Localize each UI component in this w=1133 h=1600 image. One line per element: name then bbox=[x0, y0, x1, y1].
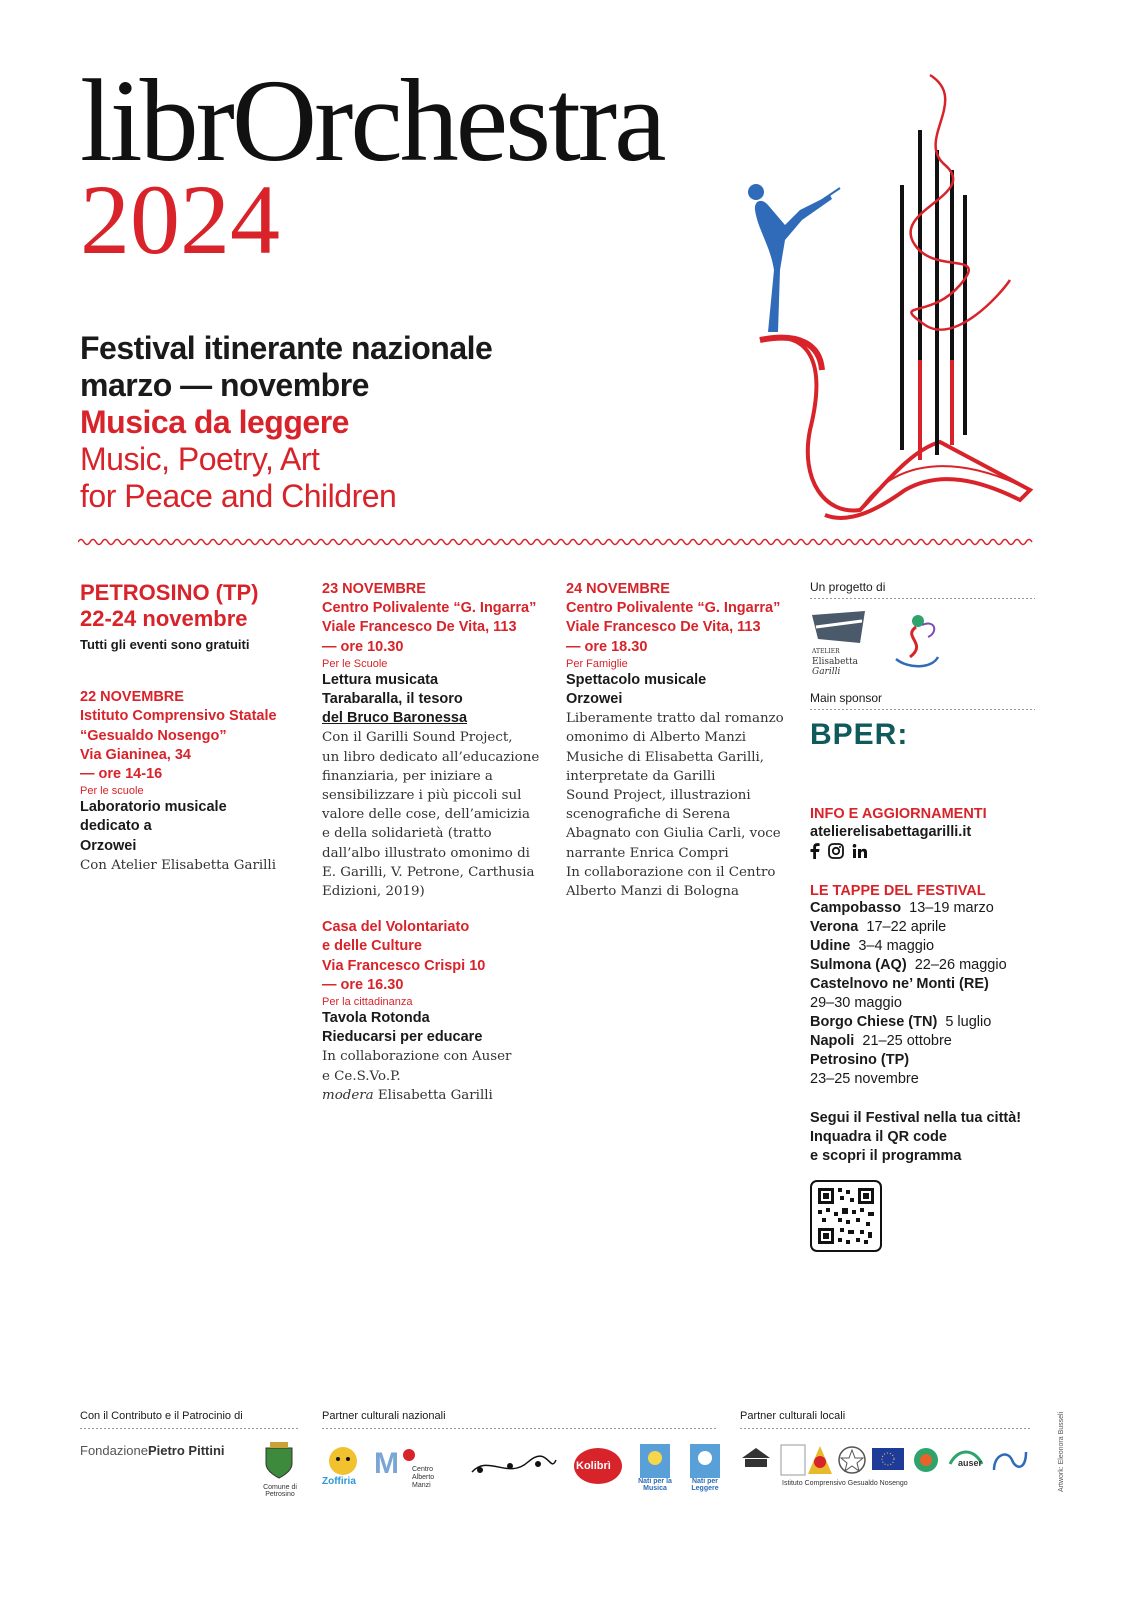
event-24-text-9: In collaborazione con il Centro bbox=[566, 864, 776, 880]
atelier-logo-line-2: Elisabetta bbox=[812, 657, 858, 667]
event-23-text-8: E. Garilli, V. Petrone, Carthusia bbox=[322, 864, 535, 880]
footer-rule-3 bbox=[740, 1428, 1030, 1429]
free-events-note: Tutti gli eventi sono gratuiti bbox=[80, 637, 250, 652]
qr-code[interactable] bbox=[810, 1180, 882, 1252]
comune-label: Comune di Petrosino bbox=[263, 1484, 297, 1498]
atelier-logo-text bbox=[812, 647, 858, 677]
project-rule bbox=[810, 598, 1035, 599]
conductor-figure bbox=[755, 195, 832, 332]
website-link[interactable]: atelierelisabettagarilli.it bbox=[810, 824, 972, 840]
music-swirl bbox=[911, 75, 1010, 330]
footer-label-patronage: Con il Contributo e il Patrocinio di bbox=[80, 1410, 243, 1422]
stage-item bbox=[810, 1070, 1035, 1089]
festival-year: 2024 bbox=[80, 164, 280, 275]
subtitle-block bbox=[80, 330, 492, 515]
atelier-logo-line-3: Garilli bbox=[812, 667, 841, 677]
dancer-logo-icon bbox=[888, 609, 944, 671]
right-column bbox=[566, 580, 801, 901]
event-23b-place-1: Casa del Volontariato bbox=[322, 919, 470, 936]
info-heading: INFO E AGGIORNAMENTI bbox=[810, 806, 987, 822]
fondazione-pittini-logo bbox=[80, 1443, 225, 1458]
event-24-date: 24 NOVEMBRE bbox=[566, 581, 670, 597]
event-24-text-1: Liberamente tratto dal romanzo bbox=[566, 711, 784, 727]
side-column bbox=[810, 580, 1035, 1257]
event-23-title-3: del Bruco Baronessa bbox=[322, 710, 468, 727]
regione-crest-icon bbox=[780, 1444, 806, 1476]
event-24-time: — ore 18.30 bbox=[566, 638, 648, 655]
stage-date: 21–25 ottobre bbox=[862, 1033, 952, 1049]
subtitle-line-1: Festival itinerante nazionale bbox=[80, 330, 493, 366]
manzi-label: Centro Alberto Manzi bbox=[412, 1466, 435, 1489]
stage-list bbox=[810, 899, 1035, 1089]
event-24-audience: Per Famiglie bbox=[566, 657, 628, 670]
stage-date: 23–25 novembre bbox=[810, 1071, 919, 1087]
nati-musica-label: Nati per la Musica bbox=[638, 1478, 672, 1492]
event-24-text-7: Abagnato con Giulia Carli, voce bbox=[566, 826, 781, 842]
event-23-text-2: un libro dedicato all’educazione bbox=[322, 749, 540, 765]
event-23b-text-1: In collaborazione con Auser bbox=[322, 1049, 512, 1065]
artwork-credit: Artwork: Eleonora Busseli bbox=[1058, 1411, 1065, 1492]
event-23-text-3: finanziaria, per iniziare a bbox=[322, 768, 493, 784]
footer-rule-2 bbox=[322, 1428, 718, 1429]
linkedin-icon[interactable] bbox=[852, 843, 868, 859]
stage-item bbox=[810, 899, 1035, 918]
comune-crest-icon bbox=[262, 1440, 296, 1480]
sicilia-logo bbox=[806, 1444, 834, 1476]
fondazione-label: Fondazione bbox=[80, 1443, 148, 1458]
event-23b-text-3 bbox=[322, 1086, 557, 1105]
stage-item bbox=[810, 1051, 1035, 1070]
stage-city: Sulmona (AQ) bbox=[810, 957, 907, 973]
event-24-text-10: Alberto Manzi di Bologna bbox=[566, 884, 739, 900]
conductor-baton bbox=[800, 188, 840, 215]
unesco-logo bbox=[740, 1446, 772, 1472]
event-22-time: — ore 14-16 bbox=[80, 766, 163, 783]
manzi-logo-mark: M bbox=[374, 1447, 399, 1480]
qr-caption-3: e scopri il programma bbox=[810, 1148, 962, 1164]
event-22-title-3: Orzowei bbox=[80, 837, 137, 854]
stage-date: 3–4 maggio bbox=[858, 938, 935, 954]
footer-label-local: Partner culturali locali bbox=[740, 1410, 846, 1422]
nati-leggere-label: Nati per Leggere bbox=[691, 1478, 719, 1492]
moderator-label: modera bbox=[322, 1087, 374, 1103]
atelier-logo-line-1: ATELIER bbox=[812, 648, 840, 655]
event-24-text-4: interpretate da Garilli bbox=[566, 768, 716, 784]
project-logos bbox=[810, 609, 1035, 679]
nati-leggere-logo bbox=[690, 1444, 720, 1478]
stage-city: Udine bbox=[810, 938, 851, 954]
event-24-title-2: Orzowei bbox=[566, 691, 623, 708]
stage-city: Castelnovo ne’ Monti (RE) bbox=[810, 976, 989, 992]
facebook-icon[interactable] bbox=[810, 843, 820, 859]
conductor-illustration bbox=[740, 70, 1040, 530]
kolibri-label: Kolibrì bbox=[576, 1460, 611, 1472]
event-23-text-1: Con il Garilli Sound Project, bbox=[322, 730, 513, 746]
atelier-logo-icon bbox=[810, 609, 870, 645]
pittini-label: Pietro Pittini bbox=[147, 1443, 225, 1458]
event-24-text-6: scenografiche di Serena bbox=[566, 807, 731, 823]
left-column bbox=[80, 580, 310, 875]
event-23-title-1: Lettura musicata bbox=[322, 671, 439, 688]
stage-item bbox=[810, 975, 1035, 994]
event-22-place-2: “Gesualdo Nosengo” bbox=[80, 727, 227, 744]
event-24-address: Viale Francesco De Vita, 113 bbox=[566, 619, 761, 636]
stage-city: Verona bbox=[810, 919, 859, 935]
event-23b-time: — ore 16.30 bbox=[322, 976, 404, 993]
footer-label-national: Partner culturali nazionali bbox=[322, 1410, 446, 1422]
instagram-icon[interactable] bbox=[828, 843, 844, 859]
stage-city: Borgo Chiese (TN) bbox=[810, 1014, 938, 1030]
event-23-text-4: sensibilizzare i più piccoli sul bbox=[322, 788, 522, 804]
conductor-head bbox=[748, 184, 764, 200]
event-22-date: 22 NOVEMBRE bbox=[80, 689, 184, 706]
stage-item bbox=[810, 1032, 1035, 1051]
stage-item bbox=[810, 937, 1035, 956]
event-23-place: Centro Polivalente “G. Ingarra” bbox=[322, 600, 537, 617]
footer-rule-1 bbox=[80, 1428, 298, 1429]
festival-title: librOrchestra bbox=[80, 55, 664, 186]
istituto-label: Istituto Comprensivo Gesualdo Nosengo bbox=[782, 1480, 908, 1487]
event-23b-audience: Per la cittadinanza bbox=[322, 996, 413, 1009]
auser-label: auser bbox=[958, 1458, 983, 1468]
eu-flag-icon bbox=[872, 1448, 904, 1470]
event-23b-place-2: e delle Culture bbox=[322, 938, 422, 955]
event-22-title-1: Laboratorio musicale bbox=[80, 799, 227, 816]
event-23-title-2: Tarabaralla, il tesoro bbox=[322, 691, 463, 708]
ribbon-book-shape bbox=[760, 338, 1030, 518]
sponsor-label: Main sponsor bbox=[810, 691, 883, 705]
event-24-text-2: omonimo di Alberto Manzi bbox=[566, 730, 747, 746]
stage-item bbox=[810, 956, 1035, 975]
event-23b-title-1: Tavola Rotonda bbox=[322, 1010, 430, 1027]
manzi-logo-dot bbox=[402, 1448, 416, 1462]
nati-musica-logo bbox=[640, 1444, 670, 1478]
stage-city: Petrosino (TP) bbox=[810, 1052, 910, 1068]
subtitle-line-4: Music, Poetry, Art bbox=[80, 441, 320, 477]
event-24-place: Centro Polivalente “G. Ingarra” bbox=[566, 600, 781, 617]
event-23b-text-2: e Ce.S.Vo.P. bbox=[322, 1068, 401, 1084]
social-icons bbox=[810, 843, 1035, 859]
stage-city: Campobasso bbox=[810, 900, 902, 916]
qr-caption-1: Segui il Festival nella tua città! bbox=[810, 1110, 1022, 1126]
event-22-place-1: Istituto Comprensivo Statale bbox=[80, 708, 277, 725]
event-23-date: 23 NOVEMBRE bbox=[322, 581, 426, 597]
stages-heading: LE TAPPE DEL FESTIVAL bbox=[810, 883, 986, 899]
qr-caption bbox=[810, 1109, 1035, 1166]
round-partner-logo bbox=[912, 1446, 940, 1474]
event-dates: 22-24 novembre bbox=[80, 606, 248, 631]
zoffiria-label: Zoffiria bbox=[322, 1476, 356, 1487]
stage-item bbox=[810, 1013, 1035, 1032]
event-24-title-1: Spettacolo musicale bbox=[566, 671, 707, 688]
event-22-title-2: dedicato a bbox=[80, 818, 152, 835]
event-24-text-3: Musiche di Elisabetta Garilli, bbox=[566, 749, 765, 765]
event-23b-title-2: Rieducarsi per educare bbox=[322, 1029, 483, 1046]
event-city: PETROSINO (TP) bbox=[80, 580, 259, 605]
event-23b-address: Via Francesco Crispi 10 bbox=[322, 957, 486, 974]
bper-logo: BPER: bbox=[810, 718, 909, 751]
event-23-text-6: e della solidarietà (tratto bbox=[322, 826, 492, 842]
event-23-address: Viale Francesco De Vita, 113 bbox=[322, 619, 517, 636]
music-notes-logo bbox=[468, 1452, 558, 1478]
event-23-text-5: valore delle cose, dell’amicizia bbox=[322, 807, 530, 823]
event-23-time: — ore 10.30 bbox=[322, 638, 404, 655]
event-22-address: Via Gianinea, 34 bbox=[80, 746, 191, 763]
stage-date: 13–19 marzo bbox=[909, 900, 994, 916]
subtitle-line-2: marzo — novembre bbox=[80, 367, 369, 403]
stage-date: 17–22 aprile bbox=[866, 919, 947, 935]
qr-caption-2: Inquadra il QR code bbox=[810, 1129, 947, 1145]
event-23-text-9: Edizioni, 2019) bbox=[322, 884, 425, 900]
event-23-audience: Per le Scuole bbox=[322, 657, 388, 670]
subtitle-line-5: for Peace and Children bbox=[80, 478, 397, 514]
stage-item bbox=[810, 994, 1035, 1013]
event-22-text: Con Atelier Elisabetta Garilli bbox=[80, 857, 276, 873]
stage-city: Napoli bbox=[810, 1033, 855, 1049]
event-23-text-7: dall’albo illustrato omonimo di bbox=[322, 845, 530, 861]
moderator-name: Elisabetta Garilli bbox=[373, 1087, 493, 1103]
project-label: Un progetto di bbox=[810, 580, 886, 594]
event-22-audience: Per le scuole bbox=[80, 785, 144, 798]
stage-item bbox=[810, 918, 1035, 937]
subtitle-line-3: Musica da leggere bbox=[80, 404, 349, 440]
stage-date: 22–26 maggio bbox=[914, 957, 1007, 973]
cesvop-logo bbox=[990, 1446, 1030, 1474]
event-24-text-5: Sound Project, illustrazioni bbox=[566, 788, 751, 804]
sponsor-rule bbox=[810, 709, 1035, 710]
stage-date: 29–30 maggio bbox=[810, 995, 902, 1011]
wavy-divider bbox=[78, 537, 1033, 547]
repubblica-emblem bbox=[838, 1444, 866, 1476]
event-24-text-8: narrante Enrica Compri bbox=[566, 845, 729, 861]
stage-date: 5 luglio bbox=[945, 1014, 992, 1030]
middle-column bbox=[322, 580, 557, 1105]
